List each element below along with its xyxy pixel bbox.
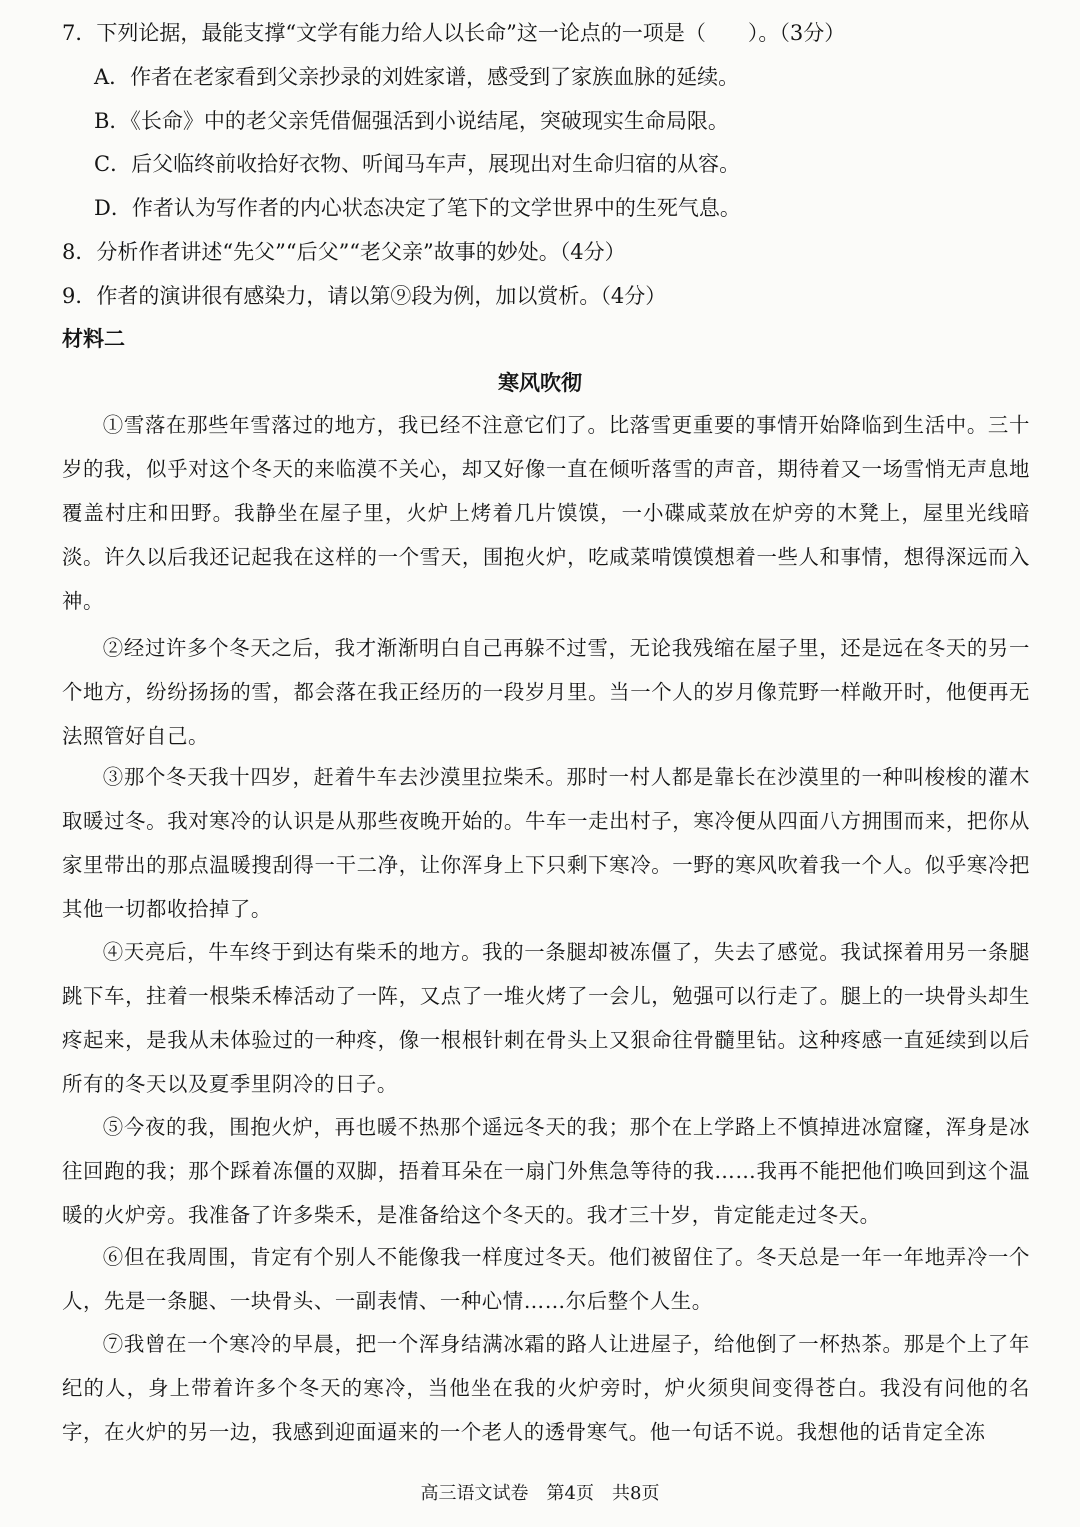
essay-paragraph-3: ③那个冬天我十四岁，赶着牛车去沙漠里拉柴禾。那时一村人都是靠长在沙漠里的一种叫梭梭的灌木取暖过冬。我对寒冷的认识是从那些夜晚开始的。牛车一走出村子，寒冷便从四面八方拥围而来，把你从家里带出的那点温暖搜刮得一干二净，让你浑身上下只剩下寒冷。一野的寒风吹着我一个人。似乎寒冷把其他一切都收拾掉了。: [62, 765, 1030, 921]
question-8: 8．分析作者讲述“先父”“后父”“老父亲”故事的妙处。（4分）: [62, 240, 626, 264]
question-7-option-d: D．作者认为写作者的内心状态决定了笔下的文学世界中的生死气息。: [94, 196, 741, 220]
question-7-option-a: A．作者在老家看到父亲抄录的刘姓家谱，感受到了家族血脉的延续。: [94, 65, 740, 89]
essay-paragraph-1: ①雪落在那些年雪落过的地方，我已经不注意它们了。比落雪更重要的事情开始降临到生活中。三十岁的我，似乎对这个冬天的来临漠不关心，却又好像一直在倾听落雪的声音，期待着又一场雪悄无声息地覆盖村庄和田野。我静坐在屋子里，火炉上烤着几片馍馍，一小碟咸菜放在炉旁的木凳上，屋里光线暗淡。许久以后我还记起我在这样的一个雪天，围抱火炉，吃咸菜啃馍馍想着一些人和事情，想得深远而入神。: [62, 413, 1030, 613]
essay-paragraph-6: ⑥但在我周围，肯定有个别人不能像我一样度过冬天。他们被留住了。冬天总是一年一年地弄冷一个人，先是一条腿、一块骨头、一副表情、一种心情……尔后整个人生。: [62, 1245, 1030, 1313]
page-footer: 高三语文试卷 第4页 共8页: [420, 1483, 660, 1504]
question-7-option-b: B．《长命》中的老父亲凭借倔强活到小说结尾，突破现实生命局限。: [94, 109, 729, 133]
essay-paragraph-4: ④天亮后，牛车终于到达有柴禾的地方。我的一条腿却被冻僵了，失去了感觉。我试探着用另一条腿跳下车，拄着一根柴禾棒活动了一阵，又点了一堆火烤了一会儿，勉强可以行走了。腿上的一块骨头却生疼起来，是我从未体验过的一种疼，像一根根针刺在骨头上又狠命往骨髓里钻。这种疼感一直延续到以后所有的冬天以及夏季里阴冷的日子。: [62, 940, 1030, 1096]
essay-paragraph-2: ②经过许多个冬天之后，我才渐渐明白自己再躲不过雪，无论我残缩在屋子里，还是远在冬天的另一个地方，纷纷扬扬的雪，都会落在我正经历的一段岁月里。当一个人的岁月像荒野一样敞开时，他便再无法照管好自己。: [62, 636, 1030, 748]
question-9: 9．作者的演讲很有感染力，请以第⑨段为例，加以赏析。（4分）: [62, 284, 667, 308]
question-7-option-c: C．后父临终前收拾好衣物、听闻马车声，展现出对生命归宿的从容。: [94, 152, 741, 176]
essay-title: 寒风吹彻: [498, 370, 582, 395]
question-7-stem: 7．下列论据，最能支撑“文学有能力给人以长命”这一论点的一项是（ ）。（3分）: [62, 21, 846, 45]
essay-paragraph-7: ⑦我曾在一个寒冷的早晨，把一个浑身结满冰霜的路人让进屋子，给他倒了一杯热茶。那是个上了年纪的人，身上带着许多个冬天的寒冷，当他坐在我的火炉旁时，炉火须臾间变得苍白。我没有问他的名字，在火炉的另一边，我感到迎面逼来的一个老人的透骨寒气。他一句话不说。我想他的话肯定全冻: [62, 1332, 1030, 1444]
essay-paragraph-5: ⑤今夜的我，围抱火炉，再也暖不热那个遥远冬天的我；那个在上学路上不慎掉进冰窟窿，浑身是冰往回跑的我；那个踩着冻僵的双脚，捂着耳朵在一扇门外焦急等待的我……我再不能把他们唤回到这个温暖的火炉旁。我准备了许多柴禾，是准备给这个冬天的。我才三十岁，肯定能走过冬天。: [62, 1115, 1030, 1227]
material-label: 材料二: [62, 326, 125, 351]
